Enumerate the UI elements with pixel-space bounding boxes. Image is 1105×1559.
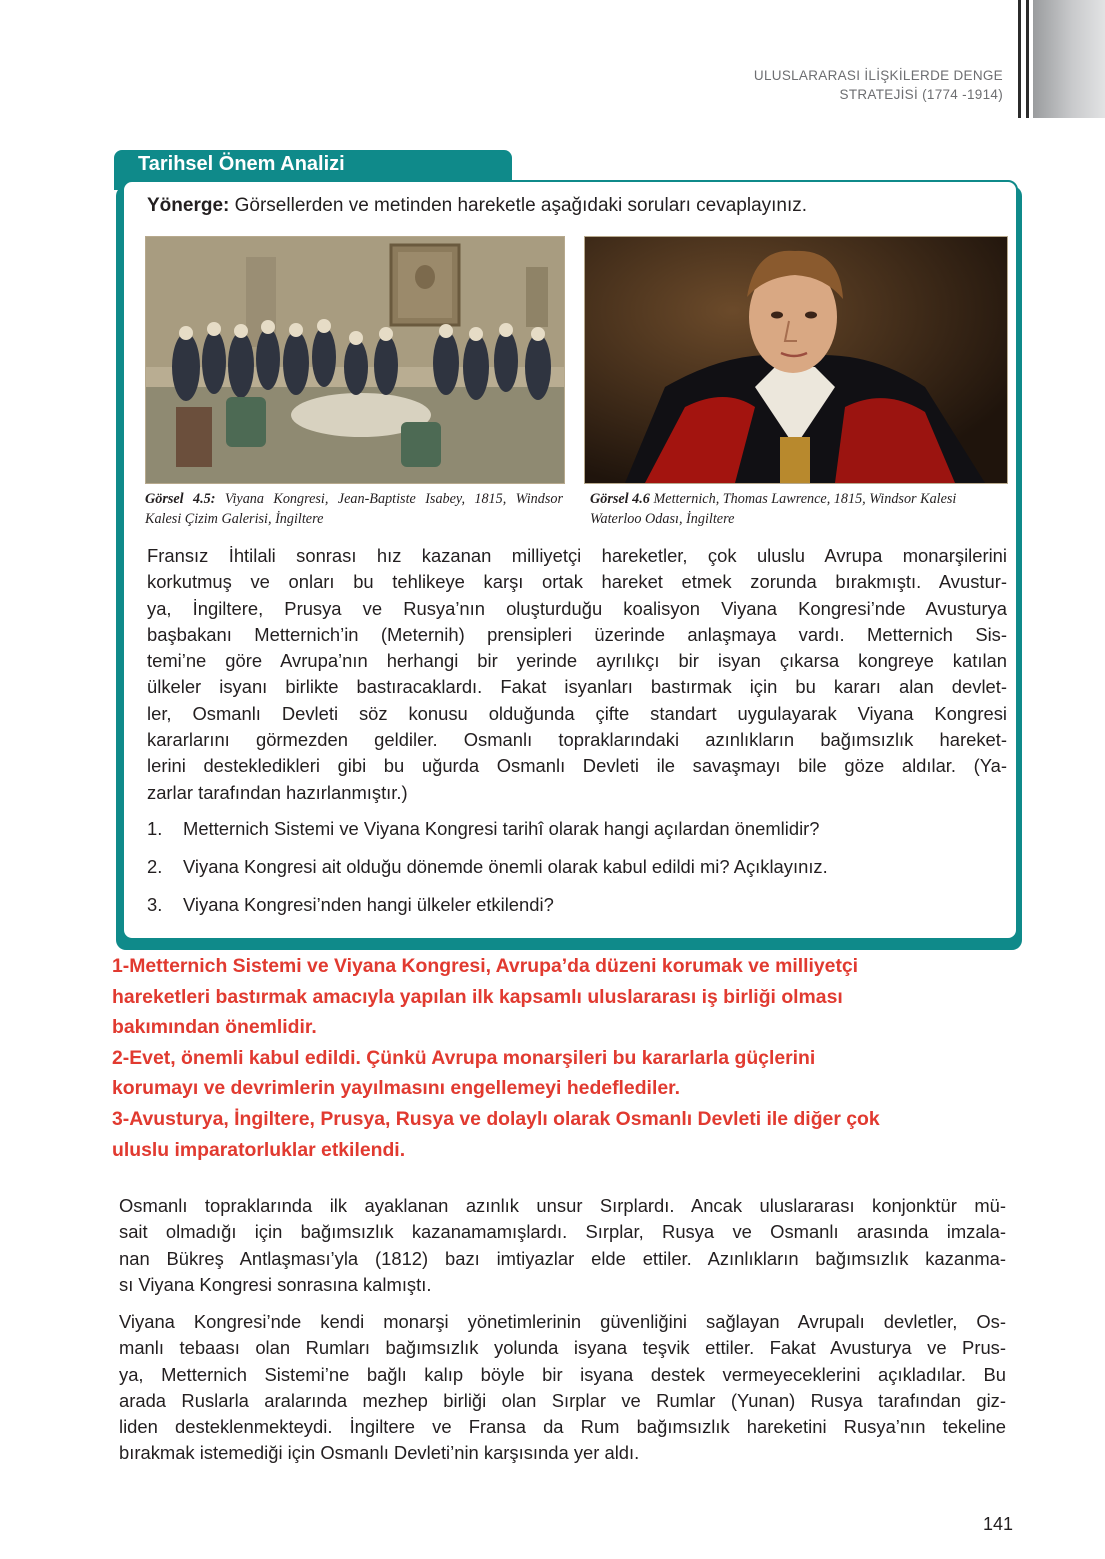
text-line: ya, İngiltere, Prusya ve Rusya’nın oluşturduğu koalisyon Viyana Kongresi’nde Avusturya [147,597,1007,619]
running-header [754,66,1003,104]
text-line: ülkeler isyanı birlikte bastıracaklardı. Fakat isyanları bastırmak için bu kararı alan devlet- [147,676,1007,698]
metternich-portrait [584,236,1008,484]
answer-block [112,951,992,1165]
instruction-text: Görsellerden ve metinden hareketle aşağıdaki soruları cevaplayınız. [229,195,808,216]
corner-tab [1033,0,1105,118]
question-number: 2. [147,856,163,877]
question-item [147,894,1007,932]
corner-rule [1026,0,1029,118]
activity-title: Tarihsel Önem Analizi [138,153,345,175]
header-line-1: ULUSLARARASI İLİŞKİLERDE DENGE [753,68,1003,83]
answer-line: 2-Evet, önemli kabul edildi. Çünkü Avrupa monarşileri bu kararlarla güçlerini [112,1046,816,1069]
text-line: manlı tebaası olan Rumları bağımsızlık yolunda isyana teşvik ettiler. Fakat Avusturya ve Prus- [119,1337,1006,1359]
text-line: Viyana Kongresi’nde kendi monarşi yönetimlerinin güvenliğini sağlayan Avrupalı devletler, Os- [119,1311,1006,1332]
text-line: zarlar tarafından hazırlanmıştır.) [147,781,408,803]
answer-line: uluslu imparatorluklar etkilendi. [112,1138,406,1161]
text-line: arada Ruslarla aralarında mezhep birliği olan Sırplar ve Rumlar (Yunan) Rusya tarafından giz- [119,1389,1006,1411]
bottom-paragraph-1 [119,1193,1006,1298]
caption-label: Görsel 4.5: [145,491,216,507]
text-line: kararlarını görmezden geldiler. Osmanlı topraklarındaki azınlıkların bağımsızlık hareket- [147,729,1007,751]
answer-line: 1-Metternich Sistemi ve Viyana Kongresi, Avrupa’da düzeni korumak ve milliyetçi [112,955,859,977]
box-paragraph [147,543,1007,806]
text-line: sı Viyana Kongresi sonrasına kalmıştı. [119,1273,432,1295]
text-line: ya, Metternich Sistemi’ne bağlı kalıp böyle bir isyana destek vermeyeceklerini açıkladılar. Bu [119,1363,1006,1385]
text-line: başbakanı Metternich’in (Meternih) prensipleri üzerinde anlaşmaya vardı. Metternich Sis- [147,623,1007,645]
question-number: 1. [147,818,163,839]
answer-line: korumayı ve devrimlerin yayılmasını engellemeyi hedeflediler. [112,1077,680,1100]
header-line-2: STRATEJİSİ (1774 -1914) [839,87,1003,102]
text-line: liden desteklenmekteydi. İngiltere ve Fransa da Rum bağımsızlık hareketini Rusya’nın tekeline [119,1416,1006,1438]
vienna-congress-painting [145,236,565,484]
caption-text: Waterloo Odası, İngiltere [590,510,735,527]
instruction [147,195,807,217]
text-line: sait olmadığı için bağımsızlık kazanamamışlardı. Sırplar, Rusya ve Osmanlı arasında imzala- [119,1221,1006,1243]
caption-text: Viyana Kongresi, Jean-Baptiste Isabey, 1815, Windsor [215,491,563,507]
text-line: korkutmuş ve onları bu tehlikeye karşı ortak hareket etmek zorunda bırakmıştı. Avustur- [147,571,1007,593]
text-line: bırakmak istemediği için Osmanlı Devleti’nin karşısında yer aldı. [119,1442,640,1464]
caption-figure-4-6 [590,490,990,529]
text-line: Osmanlı topraklarında ilk ayaklanan azınlık unsur Sırplardı. Ancak uluslararası konjonktür mü- [119,1195,1006,1216]
answer-line: 3-Avusturya, İngiltere, Prusya, Rusya ve dolaylı olarak Osmanlı Devleti ile diğer çok [112,1107,880,1130]
text-line: ler, Osmanlı Devleti söz konusu olduğunda çifte standart uygulayarak Viyana Kongresi [147,702,1007,724]
question-item [147,818,1007,856]
text-line: temi’ne göre Avrupa’nın herhangi bir yerinde ayrılıkçı bir isyan çıkarsa kongreye katılan [147,650,1007,672]
instruction-label: Yönerge: [147,195,230,216]
question-item [147,856,1007,894]
caption-label: Görsel 4.6 [590,491,650,507]
caption-text: Metternich, Thomas Lawrence, 1815, Windsor Kalesi [649,491,957,507]
question-text: Viyana Kongresi ait olduğu dönemde önemli olarak kabul edildi mi? Açıklayınız. [183,856,828,877]
question-number: 3. [147,894,163,915]
text-line: lerini destekledikleri gibi bu uğurda Osmanlı Devleti ile savaşmayı bile göze aldılar. (Ya- [147,755,1007,777]
answer-line: hareketleri bastırmak amacıyla yapılan ilk kapsamlı uluslararası iş birliği olması [112,985,843,1008]
page-number: 141 [983,1514,1014,1534]
text-line: nan Bükreş Antlaşması’yla (1812) bazı imtiyazlar elde ettiler. Azınlıkların bağımsızlık kazanma- [119,1247,1006,1269]
caption-text: Kalesi Çizim Galerisi, İngiltere [145,510,324,527]
caption-figure-4-5 [145,490,563,529]
bottom-paragraph-2 [119,1309,1006,1467]
corner-rule [1018,0,1021,118]
question-text: Metternich Sistemi ve Viyana Kongresi tarihî olarak hangi açılardan önemlidir? [183,818,820,839]
question-list [147,818,1007,932]
question-text: Viyana Kongresi’nden hangi ülkeler etkilendi? [183,894,554,915]
answer-line: bakımından önemlidir. [112,1016,317,1039]
text-line: Fransız İhtilali sonrası hız kazanan milliyetçi hareketler, çok uluslu Avrupa monarşilerini [147,545,1007,566]
